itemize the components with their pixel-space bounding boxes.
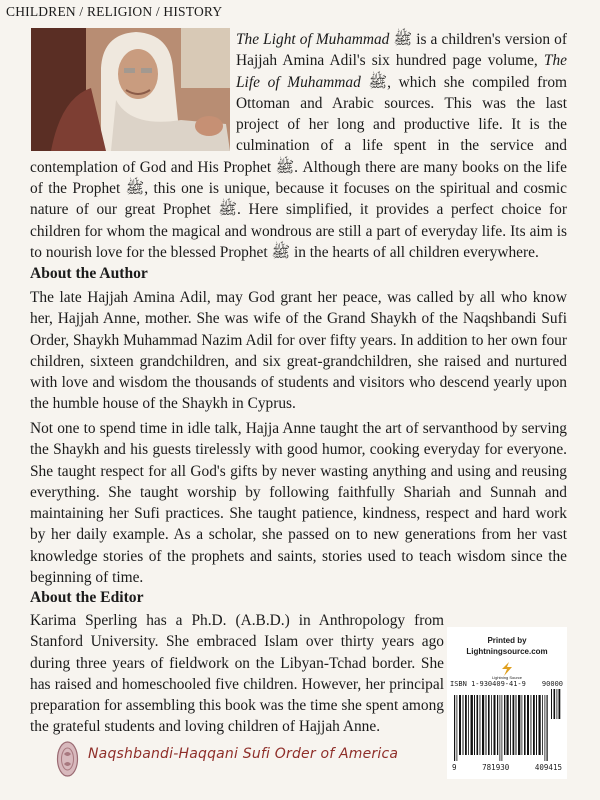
barcode-panel: [447, 627, 567, 779]
lightning-source-logo-text: Lightning Source: [491, 675, 523, 680]
salawat-glyph: ﷺ: [218, 201, 238, 219]
category-line: CHILDREN / RELIGION / HISTORY: [6, 4, 223, 19]
salawat-glyph: ﷺ: [125, 180, 145, 198]
about-author-paragraph-1: The late Hajjah Amina Adil, may God grant her peace, was called by all who know her, Hajjah Anne, mother. She was wife of the Grand Shaykh of the Naqshbandi Sufi Order, Shaykh Muhammad Nazim Adil for over fifty years. In addition to her own four children, sixteen grandchildren, and six great-grandchildren, she raised and nurtured with love and wisdom the thousands of students and visitors who descend yearly upon the humble house of the Shaykh in Cyprus.: [30, 289, 567, 413]
salawat-glyph: ﷺ: [368, 73, 388, 91]
about-editor-paragraph: Karima Sperling has a Ph.D. (A.B.D.) in Anthropology from Stanford University. She embraced Islam over thirty years ago during three years of fieldwork on the Libyan-Tchad border. She has raised and homeschooled five children. However, her principal preparation for assembling this book was the time she spent among the grateful students and loving children of Hajjah Anne.: [30, 612, 444, 736]
printed-by-label: Printed by: [487, 636, 527, 645]
barcode-group-1: 781930: [482, 763, 510, 772]
publisher-seal-icon: [56, 740, 79, 778]
price-code: 90000: [541, 680, 563, 688]
printer-url: Lightningsource.com: [466, 647, 548, 656]
about-editor-heading: About the Editor: [30, 589, 144, 606]
about-author-heading: About the Author: [30, 265, 148, 282]
lightning-source-logo: [498, 662, 516, 676]
intro-paragraph: The Light of Muhammad ﷺ is a children's version of Hajjah Amina Adil's six hundred page volume, The Life of Muhammad ﷺ, which she compiled from Ottoman and Arabic sources. This was the last project of her long and productive life. It is the culmination of a life spent in the service and contemplation of God and His Prophet ﷺ. Although there are many books on the life of the Prophet ﷺ, this one is unique, because it focuses on the spiritual and cosmic nature of our great Prophet ﷺ. Here simplified, it provides a perfect choice for children for whom the magical and wondrous are still a part of everyday life. Its aim is to nourish love for the blessed Prophet ﷺ in the hearts of all children everywhere.: [30, 31, 568, 261]
salawat-glyph: ﷺ: [275, 158, 295, 176]
salawat-glyph: ﷺ: [393, 31, 413, 48]
barcode-group-2: 409415: [534, 763, 562, 772]
about-author-paragraph-2: Not one to spend time in idle talk, Hajja Anne taught the art of servanthood by serving the Shaykh and his guests tirelessly with good humor, cooking everyday for everyone. She taught respect for all God's gifts by never wasting anything and using and reusing everything. She taught worship by following faithfully Shariah and Sunnah and maintaining her Sufi practices. She taught patience, kindness, respect and hard work by her daily example. As a scholar, she passed on to new generations from her vast knowledge stories of the prophets and saints, stories used to teach wisdom since the beginning of time.: [30, 420, 567, 587]
publisher-name: Naqshbandi-Haqqani Sufi Order of America: [88, 746, 399, 762]
salawat-glyph: ﷺ: [271, 243, 291, 261]
barcode-first-digit: 9: [452, 763, 457, 772]
isbn-text: ISBN 1-930409-41-9: [450, 680, 526, 688]
barcode-image: [452, 689, 562, 761]
